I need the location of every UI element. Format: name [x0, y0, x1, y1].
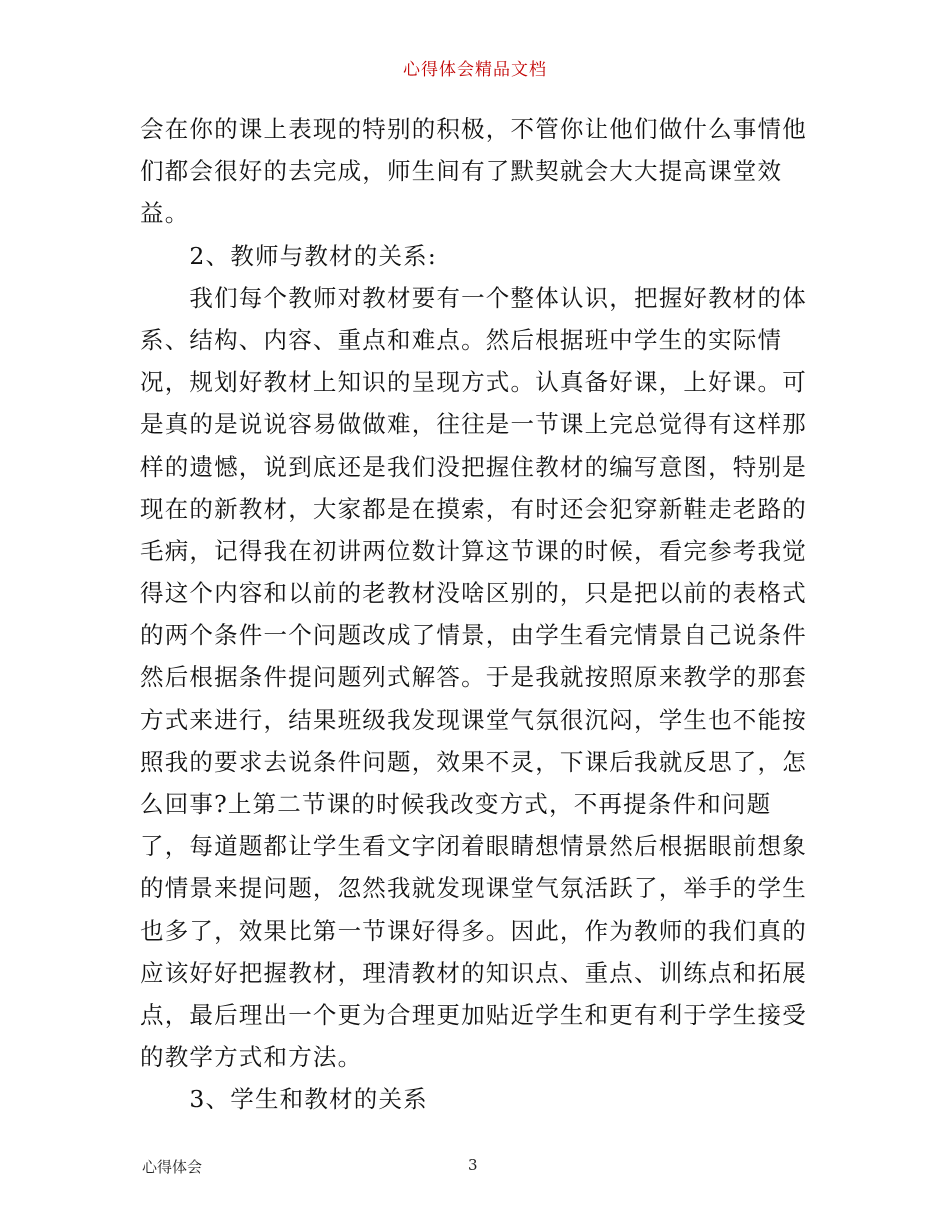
text-line: 毛病，记得我在初讲两位数计算这节课的时候，看完参考我觉: [140, 536, 807, 565]
page-number: 3: [468, 1156, 478, 1174]
text-line: 现在的新教材，大家都是在摸索，有时还会犯穿新鞋走老路的: [140, 494, 807, 523]
text-line: 的两个条件一个问题改成了情景，由学生看完情景自己说条件: [140, 621, 807, 650]
text-line: 照我的要求去说条件问题，效果不灵，下课后我就反思了，怎: [140, 747, 807, 776]
text-line: 我们每个教师对教材要有一个整体认识，把握好教材的体: [140, 283, 807, 312]
body-text: [140, 108, 816, 1121]
text-line: 系、结构、内容、重点和难点。然后根据班中学生的实际情: [140, 325, 783, 354]
text-line: 的情景来提问题，忽然我就发现课堂气氛活跃了，举手的学生: [140, 874, 807, 903]
text-line: 是真的是说说容易做做难，往往是一节课上完总觉得有这样那: [140, 410, 807, 439]
text-line: 点，最后理出一个更为合理更加贴近学生和更有利于学生接受: [140, 1000, 807, 1029]
text-line: 么回事?上第二节课的时候我改变方式，不再提条件和问题: [140, 790, 772, 818]
page-header-title: 心得体会精品文档: [403, 60, 547, 80]
text-line: 也多了，效果比第一节课好得多。因此，作为教师的我们真的: [140, 916, 807, 945]
text-line: 得这个内容和以前的老教材没啥区别的，只是把以前的表格式: [140, 579, 807, 608]
text-line: 的教学方式和方法。: [140, 1043, 363, 1072]
text-line: 应该好好把握教材，理清教材的知识点、重点、训练点和拓展: [140, 958, 807, 987]
text-line: 然后根据条件提问题列式解答。于是我就按照原来教学的那套: [140, 663, 807, 692]
section-heading-2: 2、教师与教材的关系:: [140, 241, 437, 270]
text-line: 样的遗憾，说到底还是我们没把握住教材的编写意图，特别是: [140, 452, 807, 481]
section-heading-3: 3、学生和教材的关系: [140, 1085, 428, 1114]
text-line: 方式来进行，结果班级我发现课堂气氛很沉闷，学生也不能按: [140, 705, 807, 734]
text-line: 益。: [140, 199, 190, 228]
footer-label: 心得体会: [142, 1158, 203, 1176]
text-line: 况，规划好教材上知识的呈现方式。认真备好课，上好课。可: [140, 368, 807, 397]
text-line: 会在你的课上表现的特别的积极，不管你让他们做什么事情他: [140, 115, 807, 143]
text-line: 们都会很好的去完成，师生间有了默契就会大大提高课堂效: [140, 157, 783, 186]
text-line: 了，每道题都让学生看文字闭着眼睛想情景然后根据眼前想象: [140, 832, 807, 861]
